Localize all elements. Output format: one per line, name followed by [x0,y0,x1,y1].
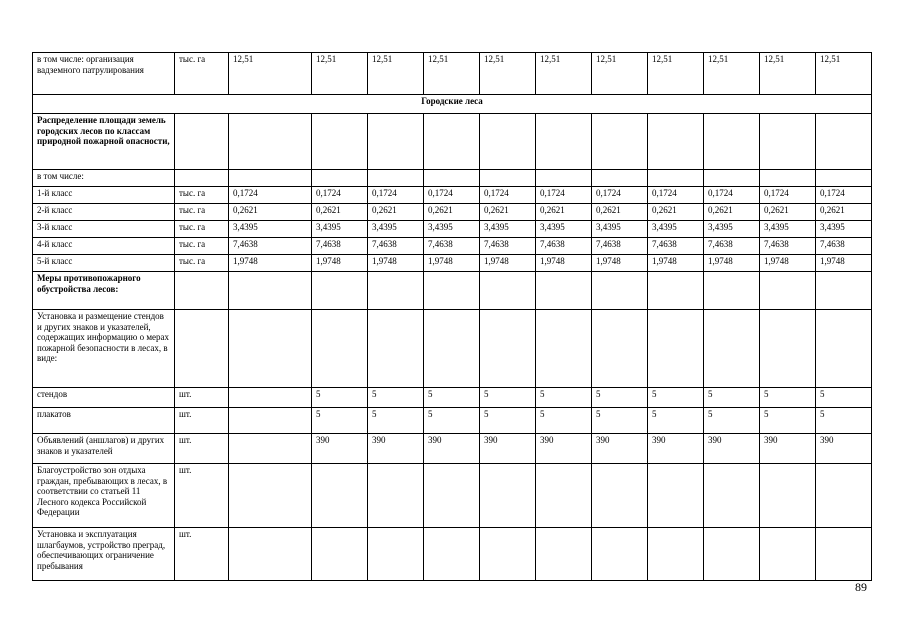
value-cell [760,310,816,388]
value-cell [816,464,872,528]
value-cell: 3,4395 [592,221,648,238]
value-cell: 390 [312,434,368,464]
value-cell: 0,1724 [368,187,424,204]
value-cell: 12,51 [368,53,424,95]
value-cell: 5 [312,388,368,408]
table-row [33,255,872,272]
value-cell: 3,4395 [816,221,872,238]
fire-safety-table [32,52,872,581]
value-cell: 7,4638 [312,238,368,255]
value-cell [229,114,312,170]
value-cell [648,528,704,581]
row-unit [175,114,229,170]
value-cell: 12,51 [816,53,872,95]
value-cell: 1,9748 [229,255,312,272]
value-cell [816,528,872,581]
value-cell: 0,2621 [424,204,480,221]
value-cell [480,310,536,388]
value-cell: 1,9748 [536,255,592,272]
value-cell [536,310,592,388]
value-cell: 0,1724 [424,187,480,204]
value-cell [368,170,424,187]
value-cell: 5 [480,408,536,434]
value-cell: 1,9748 [760,255,816,272]
value-cell: 0,2621 [536,204,592,221]
value-cell [648,114,704,170]
value-cell [229,310,312,388]
value-cell: 5 [592,408,648,434]
row-label: 3-й класс [33,221,175,238]
value-cell [704,272,760,310]
value-cell [229,464,312,528]
row-label: 5-й класс [33,255,175,272]
value-cell [312,114,368,170]
value-cell [536,528,592,581]
value-cell: 5 [536,388,592,408]
row-unit: тыс. га [175,204,229,221]
value-cell: 0,1724 [229,187,312,204]
value-cell: 1,9748 [704,255,760,272]
row-unit: шт. [175,388,229,408]
table-row [33,53,872,95]
value-cell: 0,2621 [229,204,312,221]
value-cell: 5 [368,408,424,434]
table-row [33,528,872,581]
value-cell [229,528,312,581]
value-cell: 3,4395 [229,221,312,238]
value-cell [229,434,312,464]
table-row [33,408,872,434]
value-cell: 0,1724 [312,187,368,204]
value-cell: 3,4395 [480,221,536,238]
value-cell: 3,4395 [312,221,368,238]
value-cell: 7,4638 [704,238,760,255]
value-cell [229,170,312,187]
table-row [33,221,872,238]
value-cell [424,528,480,581]
row-label: 1-й класс [33,187,175,204]
row-label: плакатов [33,408,175,434]
value-cell [480,464,536,528]
value-cell [592,272,648,310]
row-unit: тыс. га [175,221,229,238]
value-cell: 1,9748 [648,255,704,272]
section-title: Городские леса [33,95,872,114]
value-cell: 7,4638 [368,238,424,255]
table-row [33,170,872,187]
row-unit [175,272,229,310]
page-number: 89 [855,580,867,594]
value-cell: 5 [368,388,424,408]
value-cell [536,464,592,528]
value-cell: 12,51 [424,53,480,95]
row-label: в том числе: организация вадземного патрулирования [33,53,175,95]
value-cell: 1,9748 [592,255,648,272]
row-label: Установка и размещение стендов и других знаков и указателей, содержащих информацию о мерах пожарной безопасности в лесах, в виде: [33,310,175,388]
value-cell: 12,51 [648,53,704,95]
value-cell [368,464,424,528]
row-label: Объявлений (аншлагов) и других знаков и указателей [33,434,175,464]
value-cell [536,170,592,187]
value-cell [760,464,816,528]
value-cell: 390 [368,434,424,464]
value-cell: 5 [760,408,816,434]
value-cell [704,310,760,388]
table-row [33,204,872,221]
value-cell [312,272,368,310]
value-cell: 7,4638 [592,238,648,255]
value-cell [480,272,536,310]
value-cell: 3,4395 [760,221,816,238]
value-cell: 390 [592,434,648,464]
value-cell: 0,1724 [480,187,536,204]
value-cell [592,114,648,170]
value-cell: 390 [480,434,536,464]
value-cell: 7,4638 [536,238,592,255]
value-cell: 390 [536,434,592,464]
value-cell [424,272,480,310]
value-cell: 5 [424,388,480,408]
value-cell: 1,9748 [424,255,480,272]
value-cell: 0,2621 [368,204,424,221]
value-cell: 12,51 [480,53,536,95]
value-cell: 5 [312,408,368,434]
value-cell: 7,4638 [480,238,536,255]
value-cell [760,528,816,581]
row-label: Установка и эксплуатация шлагбаумов, устройство преград, обеспечивающих ограничение пребывания [33,528,175,581]
value-cell [592,310,648,388]
value-cell [760,272,816,310]
value-cell: 1,9748 [368,255,424,272]
row-label: стендов [33,388,175,408]
value-cell [816,272,872,310]
table-row [33,464,872,528]
value-cell: 5 [424,408,480,434]
value-cell [704,114,760,170]
row-unit: шт. [175,408,229,434]
table-row [33,272,872,310]
value-cell: 3,4395 [648,221,704,238]
value-cell: 390 [424,434,480,464]
value-cell: 5 [648,408,704,434]
value-cell: 0,1724 [760,187,816,204]
value-cell [229,388,312,408]
value-cell: 5 [704,388,760,408]
value-cell: 7,4638 [229,238,312,255]
value-cell: 5 [704,408,760,434]
row-label: 4-й класс [33,238,175,255]
value-cell: 1,9748 [816,255,872,272]
value-cell: 3,4395 [368,221,424,238]
value-cell: 12,51 [536,53,592,95]
value-cell: 3,4395 [424,221,480,238]
row-unit: шт. [175,528,229,581]
row-unit: шт. [175,434,229,464]
table-row [33,434,872,464]
value-cell: 1,9748 [480,255,536,272]
value-cell [760,170,816,187]
value-cell [312,528,368,581]
value-cell: 12,51 [592,53,648,95]
value-cell: 12,51 [760,53,816,95]
row-unit [175,310,229,388]
section-header-row [33,95,872,114]
value-cell [424,170,480,187]
value-cell: 3,4395 [536,221,592,238]
table-row [33,114,872,170]
value-cell [704,528,760,581]
value-cell [480,170,536,187]
value-cell [704,464,760,528]
value-cell [592,464,648,528]
table-row [33,388,872,408]
value-cell [368,272,424,310]
row-unit: тыс. га [175,255,229,272]
value-cell: 0,1724 [648,187,704,204]
value-cell [312,310,368,388]
value-cell [424,114,480,170]
row-label: в том числе: [33,170,175,187]
row-label: Благоустройство зон отдыха граждан, пребывающих в лесах, в соответствии со статьей 11 Лесного кодекса Российской Федерации [33,464,175,528]
value-cell: 0,2621 [592,204,648,221]
value-cell [424,464,480,528]
value-cell: 390 [816,434,872,464]
row-unit: тыс. га [175,53,229,95]
value-cell [704,170,760,187]
value-cell [480,528,536,581]
value-cell: 5 [480,388,536,408]
value-cell [648,310,704,388]
value-cell [816,170,872,187]
value-cell: 0,2621 [480,204,536,221]
row-unit: шт. [175,464,229,528]
value-cell: 7,4638 [424,238,480,255]
value-cell: 0,1724 [592,187,648,204]
value-cell [760,114,816,170]
table-row [33,310,872,388]
value-cell [229,272,312,310]
value-cell [368,310,424,388]
value-cell [648,464,704,528]
value-cell: 0,2621 [704,204,760,221]
value-cell [312,170,368,187]
value-cell: 0,1724 [816,187,872,204]
row-label: Распределение площади земель городских лесов по классам природной пожарной опасности, [33,114,175,170]
row-label: 2-й класс [33,204,175,221]
value-cell: 5 [816,388,872,408]
value-cell: 3,4395 [704,221,760,238]
value-cell [592,528,648,581]
value-cell: 5 [816,408,872,434]
value-cell: 5 [760,388,816,408]
value-cell: 5 [536,408,592,434]
value-cell: 0,2621 [648,204,704,221]
value-cell [592,170,648,187]
value-cell: 1,9748 [312,255,368,272]
value-cell [424,310,480,388]
value-cell: 0,2621 [312,204,368,221]
value-cell: 12,51 [704,53,760,95]
value-cell: 12,51 [312,53,368,95]
value-cell [816,310,872,388]
value-cell: 7,4638 [648,238,704,255]
value-cell: 390 [704,434,760,464]
value-cell [229,408,312,434]
value-cell: 0,1724 [704,187,760,204]
value-cell: 7,4638 [760,238,816,255]
value-cell: 7,4638 [816,238,872,255]
value-cell [536,272,592,310]
row-label: Меры противопожарного обустройства лесов: [33,272,175,310]
value-cell [312,464,368,528]
value-cell: 390 [760,434,816,464]
value-cell [480,114,536,170]
value-cell [648,272,704,310]
value-cell [536,114,592,170]
table-row [33,187,872,204]
value-cell: 5 [592,388,648,408]
row-unit: тыс. га [175,238,229,255]
row-unit [175,170,229,187]
value-cell: 5 [648,388,704,408]
value-cell: 0,1724 [536,187,592,204]
table-row [33,238,872,255]
value-cell: 390 [648,434,704,464]
value-cell: 12,51 [229,53,312,95]
value-cell [816,114,872,170]
value-cell: 0,2621 [816,204,872,221]
value-cell [648,170,704,187]
value-cell [368,114,424,170]
row-unit: тыс. га [175,187,229,204]
value-cell: 0,2621 [760,204,816,221]
value-cell [368,528,424,581]
